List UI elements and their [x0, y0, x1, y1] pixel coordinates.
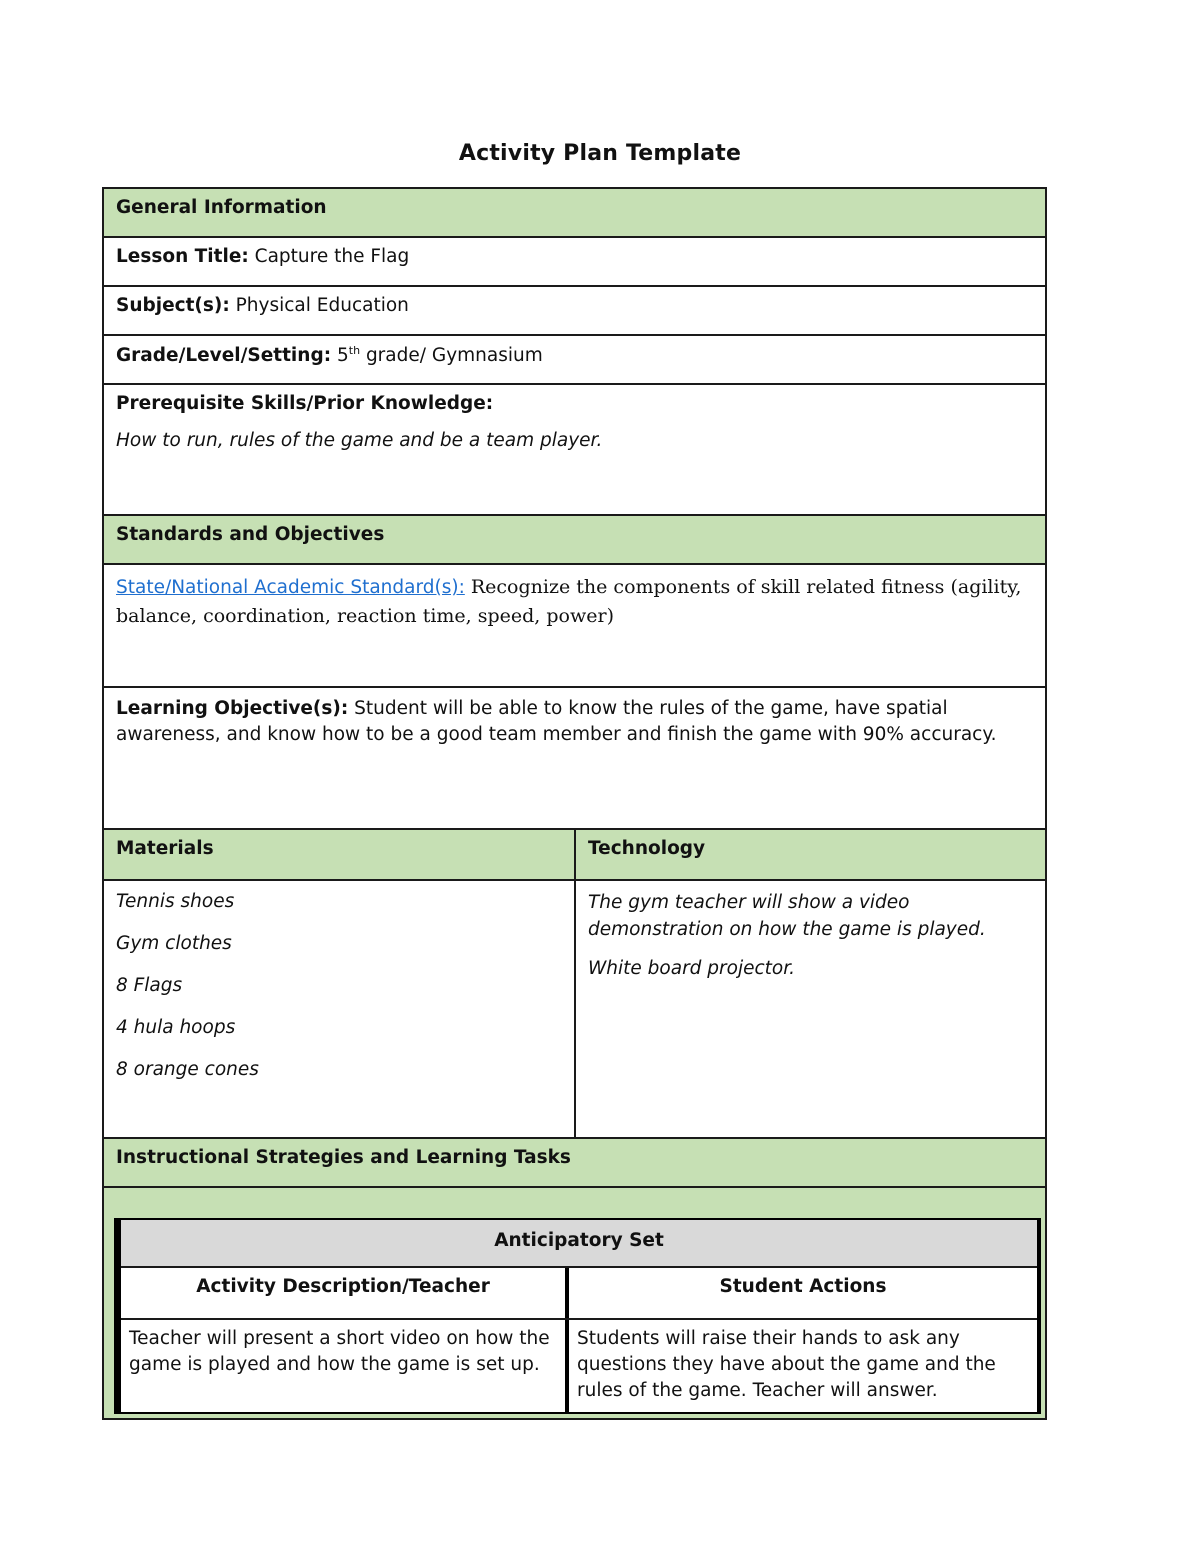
lesson-title-value: Capture the Flag — [254, 246, 410, 267]
technology-list — [576, 881, 1045, 1137]
materials-technology-body-row — [104, 881, 1045, 1139]
grade-value-ordinal: th — [348, 344, 361, 357]
technology-item: The gym teacher will show a video demonstration on how the game is played. — [588, 892, 986, 940]
document-title: Activity Plan Template — [458, 141, 742, 166]
subjects-label: Subject(s): — [116, 295, 230, 316]
materials-item: Tennis shoes — [116, 891, 235, 912]
column-header-activity-description: Activity Description/Teacher — [121, 1268, 569, 1318]
column-header-student-actions: Student Actions — [719, 1276, 887, 1297]
activity-plan-table — [102, 187, 1047, 1420]
anticipatory-set-header: Anticipatory Set — [121, 1220, 1037, 1268]
section-header-general-information: General Information — [104, 189, 1045, 238]
academic-standard-row — [104, 565, 1045, 688]
materials-item: Gym clothes — [116, 933, 232, 954]
section-header-standards-objectives: Standards and Objectives — [104, 516, 1045, 565]
subjects-row — [104, 287, 1045, 336]
learning-objectives-row — [104, 688, 1045, 830]
learning-objectives-value: Student will be able to know the rules of the game, have spatial awareness, and know how to be a good team member and finish the game with 90% accuracy. — [116, 698, 997, 745]
materials-item: 8 Flags — [116, 975, 183, 996]
materials-item: 8 orange cones — [116, 1059, 259, 1080]
materials-technology-header-row — [104, 830, 1045, 881]
academic-standard-value: Recognize the components of skill related fitness (agility, balance, coordination, reaction time, speed, power) — [116, 576, 1022, 627]
anticipatory-set-table — [114, 1218, 1041, 1414]
grade-level-setting-row — [104, 336, 1045, 385]
materials-list — [104, 881, 576, 1137]
anticipatory-set-column-headers — [121, 1268, 1037, 1320]
section-header-instructional-strategies: Instructional Strategies and Learning Tasks — [104, 1139, 1045, 1188]
student-actions-cell: Students will raise their hands to ask any questions they have about the game and the rules of the game. Teacher will answer. — [577, 1328, 996, 1401]
materials-header: Materials — [104, 830, 576, 879]
grade-level-setting-label: Grade/Level/Setting: — [116, 345, 332, 367]
technology-item: White board projector. — [588, 958, 796, 979]
table-row — [121, 1320, 1037, 1412]
grade-value-setting: grade/ Gymnasium — [360, 345, 543, 367]
anticipatory-set-container — [104, 1188, 1045, 1418]
prerequisite-row — [104, 385, 1045, 516]
learning-objectives-label: Learning Objective(s): — [116, 698, 349, 719]
technology-header: Technology — [588, 838, 706, 859]
materials-item: 4 hula hoops — [116, 1017, 236, 1038]
prerequisite-label: Prerequisite Skills/Prior Knowledge: — [116, 393, 494, 414]
prerequisite-value: How to run, rules of the game and be a team player. — [116, 430, 603, 451]
subjects-value: Physical Education — [235, 295, 409, 316]
lesson-title-row — [104, 238, 1045, 287]
activity-description-cell: Teacher will present a short video on how the game is played and how the game is set up. — [121, 1320, 569, 1412]
academic-standard-link[interactable]: State/National Academic Standard(s): — [116, 577, 465, 598]
lesson-title-label: Lesson Title: — [116, 246, 249, 267]
grade-value-number: 5 — [336, 345, 349, 367]
